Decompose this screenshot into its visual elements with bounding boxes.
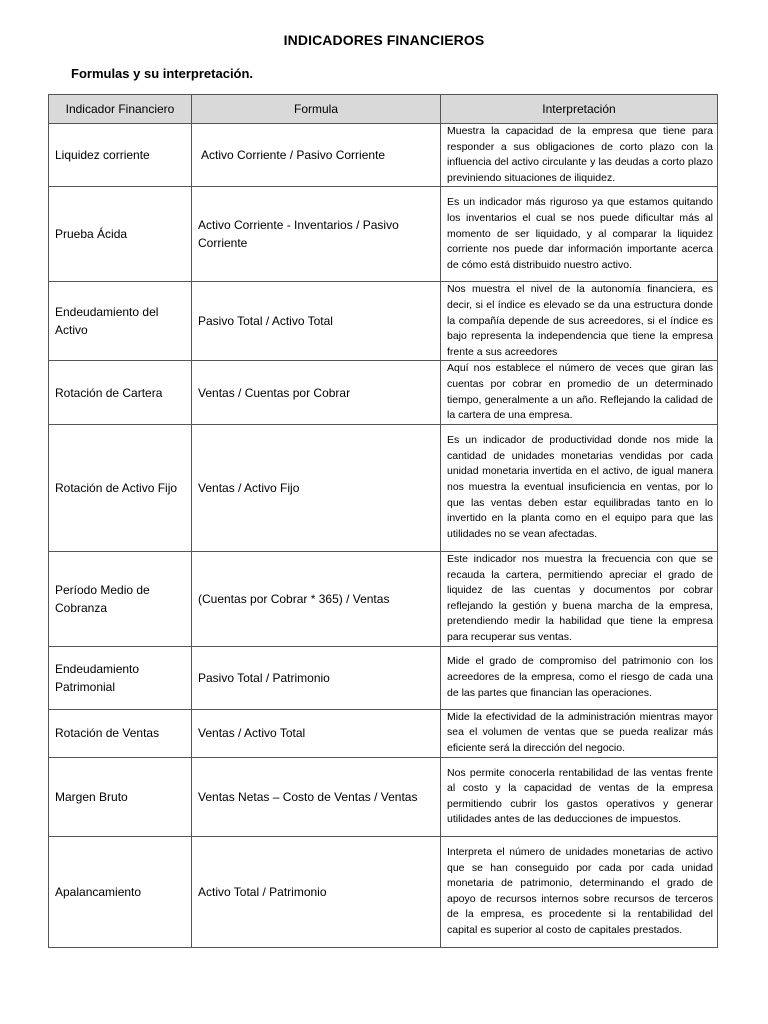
indicators-table — [48, 94, 718, 948]
cell-formula: Activo Total / Patrimonio — [192, 836, 441, 947]
column-header-indicador: Indicador Financiero — [49, 95, 192, 124]
table-row — [49, 282, 718, 361]
cell-formula: Ventas / Cuentas por Cobrar — [192, 361, 441, 424]
cell-indicador: Rotación de Activo Fijo — [49, 424, 192, 551]
table-header-row — [49, 95, 718, 124]
cell-indicador: Apalancamiento — [49, 836, 192, 947]
page-subtitle: Formulas y su interpretación. — [71, 66, 254, 81]
cell-formula: Pasivo Total / Activo Total — [192, 282, 441, 361]
cell-formula: Ventas / Activo Fijo — [192, 424, 441, 551]
cell-indicador: Endeudamiento del Activo — [49, 282, 192, 361]
cell-indicador: Rotación de Cartera — [49, 361, 192, 424]
cell-formula: Ventas / Activo Total — [192, 709, 441, 757]
cell-interpretacion: Mide la efectividad de la administración mientras mayor sea el volumen de ventas que se pueda realizar más eficiente será la dirección del negocio. — [441, 709, 718, 757]
table-row — [49, 187, 718, 282]
cell-formula: Ventas Netas – Costo de Ventas / Ventas — [192, 757, 441, 836]
cell-indicador: Período Medio de Cobranza — [49, 551, 192, 646]
column-header-formula: Formula — [192, 95, 441, 124]
cell-interpretacion: Es un indicador de productividad donde nos mide la cantidad de unidades monetarias vendidas por cada unidad monetaria invertida en el activo, de igual manera nos muestra la eventual insuficiencia en ventas, por lo que las ventas deben estar equilibradas tanto en lo invertido en la planta como en el equipo para que las utilidades no se vean afectadas. — [441, 424, 718, 551]
cell-formula: Activo Corriente / Pasivo Corriente — [192, 124, 441, 187]
cell-interpretacion: Nos permite conocerla rentabilidad de las ventas frente al costo y la capacidad de ventas de la empresa permitiendo cubrir los gastos operativos y generar utilidades antes de las deducciones de impuestos. — [441, 757, 718, 836]
cell-indicador: Liquidez corriente — [49, 124, 192, 187]
table-row — [49, 551, 718, 646]
cell-interpretacion: Aquí nos establece el número de veces que giran las cuentas por cobrar en promedio de un determinado tiempo, generalmente a un año. Reflejando la calidad de la cartera de una empresa. — [441, 361, 718, 424]
cell-interpretacion: Este indicador nos muestra la frecuencia con que se recauda la cartera, permitiendo apreciar el grado de liquidez de las cuentas y documentos por cobrar reflejando la gestión y buena marcha de la empresa, pretendiendo medir la habilidad que tiene la empresa para recuperar sus ventas. — [441, 551, 718, 646]
cell-interpretacion: Mide el grado de compromiso del patrimonio con los acreedores de la empresa, como el riesgo de cada una de las partes que financian las operaciones. — [441, 646, 718, 709]
table-row — [49, 124, 718, 187]
table-row — [49, 361, 718, 424]
cell-indicador: Prueba Ácida — [49, 187, 192, 282]
cell-formula: Pasivo Total / Patrimonio — [192, 646, 441, 709]
table-row — [49, 709, 718, 757]
cell-indicador: Margen Bruto — [49, 757, 192, 836]
cell-formula: (Cuentas por Cobrar * 365) / Ventas — [192, 551, 441, 646]
cell-interpretacion: Interpreta el número de unidades monetarias de activo que se han conseguido por cada por cada unidad monetaria de patrimonio, determinando el grado de apoyo de recursos internos sobre recursos de terceros de la empresa, es procedente si la rentabilidad del capital es superior al costo de capitales prestados. — [441, 836, 718, 947]
cell-interpretacion: Muestra la capacidad de la empresa que tiene para responder a sus obligaciones de corto plazo con la influencia del activo circulante y las deudas a corto plazo previniendo situaciones de iliquidez. — [441, 124, 718, 187]
table-row — [49, 646, 718, 709]
cell-formula: Activo Corriente - Inventarios / Pasivo Corriente — [192, 187, 441, 282]
cell-interpretacion: Es un indicador más riguroso ya que estamos quitando los inventarios el cual se nos puede dificultar más al momento de ser liquidado, y al comparar la liquidez corriente nos puede dar información importante acerca de cómo está distribuido nuestro activo. — [441, 187, 718, 282]
table-row — [49, 424, 718, 551]
table-row — [49, 757, 718, 836]
cell-indicador: Rotación de Ventas — [49, 709, 192, 757]
page-title: INDICADORES FINANCIEROS — [283, 32, 485, 48]
table-row — [49, 836, 718, 947]
column-header-interpretacion: Interpretación — [441, 95, 718, 124]
cell-interpretacion: Nos muestra el nivel de la autonomía financiera, es decir, si el índice es elevado se da una estructura donde la compañía depende de sus acreedores, si el índice es bajo representa la independencia que tiene la empresa frente a sus acreedores — [441, 282, 718, 361]
cell-indicador: Endeudamiento Patrimonial — [49, 646, 192, 709]
